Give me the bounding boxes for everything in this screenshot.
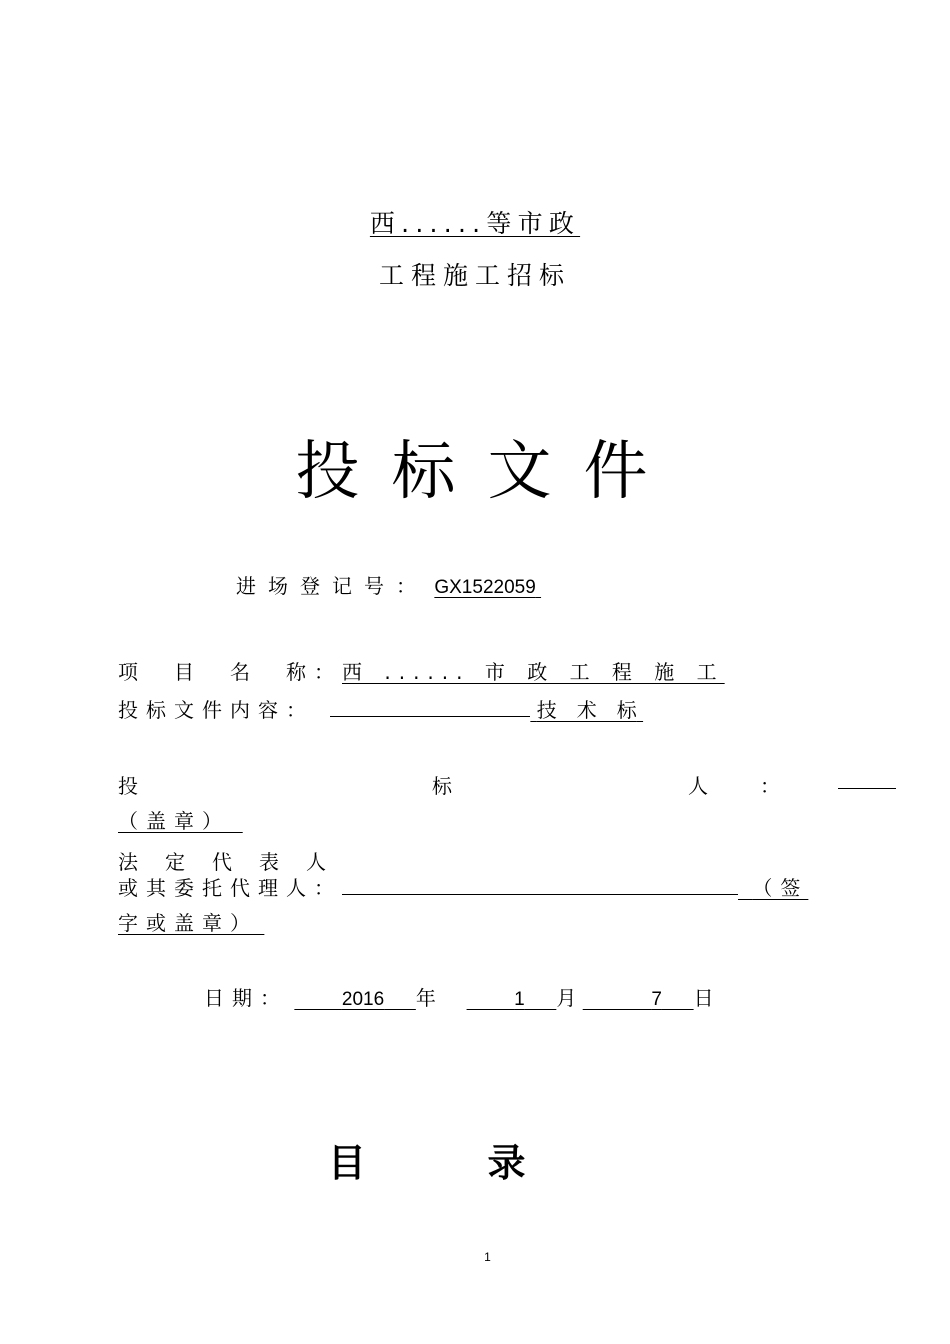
bid-content-label: 投标文件内容： (118, 698, 314, 722)
bid-content-row (118, 694, 643, 723)
legal-rep-line1: 法定代表人 (118, 850, 353, 874)
tender-title-line2: 工程施工招标 (378, 261, 571, 290)
date-month: 1 (514, 989, 525, 1010)
table-of-contents-title: 目录 (327, 1141, 648, 1185)
bidder-blank-line (838, 770, 896, 794)
registration-row (236, 570, 541, 599)
bidder-seal-note: （盖章） (118, 809, 230, 833)
legal-rep-line2 (118, 872, 808, 901)
page-number: 1 (484, 1250, 491, 1264)
date-row (204, 982, 714, 1011)
project-name-label: 项 目 名 称： (118, 660, 342, 684)
legal-rep-sign-note-b: 字或盖章） (118, 911, 258, 935)
bid-content-blank-line (330, 715, 530, 717)
project-name-row (118, 656, 725, 685)
bidder-char-1: 投 (118, 774, 138, 798)
tender-title-line1-text: 西......等市政 (369, 209, 581, 238)
bidder-colon: ： (760, 774, 780, 798)
tender-title-line1 (0, 204, 950, 240)
date-label: 日期： (204, 986, 288, 1010)
date-month-unit: 月 (556, 986, 577, 1010)
date-day: 7 (651, 989, 662, 1010)
date-day-unit: 日 (693, 986, 714, 1010)
project-name-value: 西 ...... 市 政 工 程 施 工 (342, 660, 725, 684)
legal-rep-blank-line (342, 893, 738, 895)
bidder-char-3: 人 (688, 774, 708, 798)
legal-rep-sign-note-a: （签 (752, 876, 809, 900)
date-year-unit: 年 (415, 986, 436, 1010)
document-title: 投标文件 (295, 435, 680, 509)
date-year: 2016 (341, 989, 385, 1010)
legal-rep-label: 或其委托代理人： (118, 876, 342, 900)
registration-value: GX1522059 (434, 577, 536, 598)
registration-label: 进场登记号： (236, 574, 428, 598)
bid-content-value: 技 术 标 (536, 698, 637, 722)
bidder-char-2: 标 (432, 774, 452, 798)
